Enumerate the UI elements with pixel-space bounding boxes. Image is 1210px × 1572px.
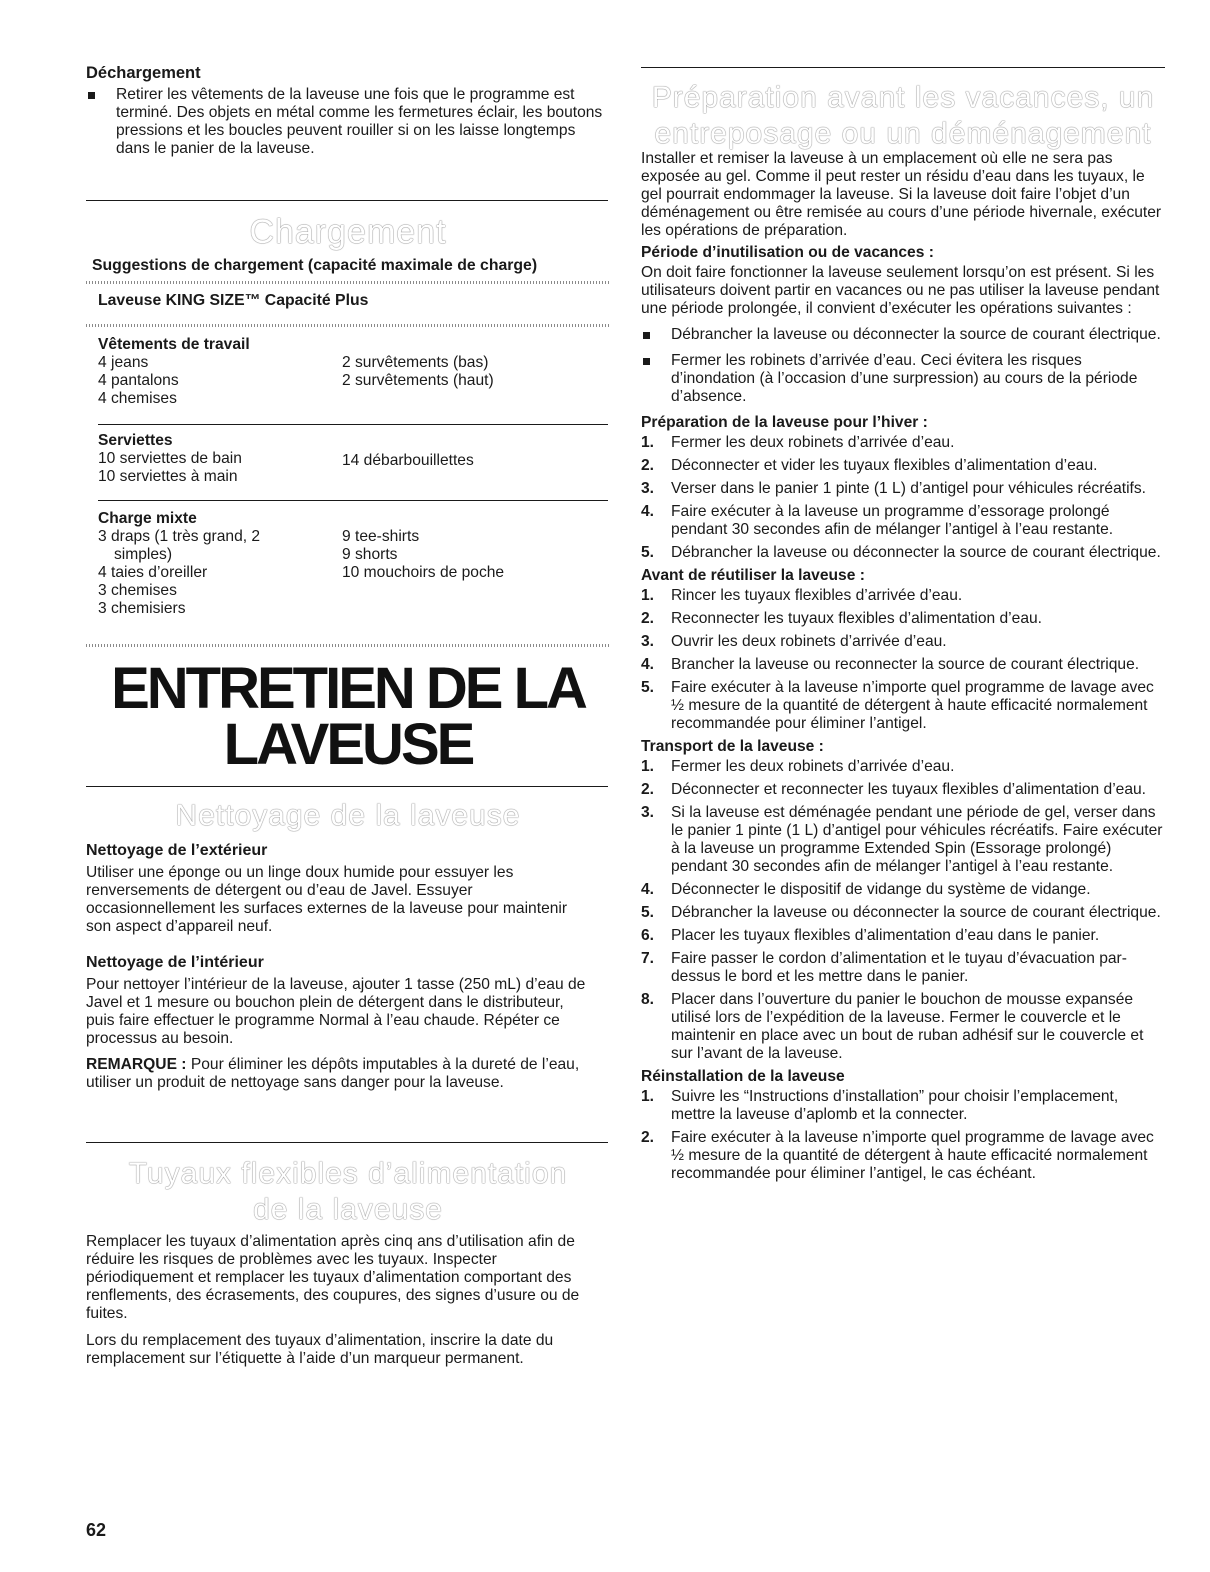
nettoyage-title: Nettoyage de la laveuse: [175, 799, 521, 832]
ext-title: Nettoyage de l’extérieur: [86, 842, 268, 859]
list-item: 2 survêtements (haut): [342, 372, 494, 389]
list-item: 3 chemises: [98, 582, 177, 599]
step-number: 4.: [641, 881, 655, 898]
list-item: 9 tee-shirts: [342, 528, 420, 545]
nettoyage-section: [86, 842, 596, 1092]
group-heading: Vêtements de travail: [98, 336, 250, 353]
reinstallation-title: Réinstallation de la laveuse: [641, 1068, 845, 1085]
transport-steps: [641, 758, 1163, 1063]
remarque-text: Pour éliminer les dépôts imputables à la dureté de l’eau, utiliser un produit de nettoyage sans danger pour la laveuse.: [86, 1056, 580, 1091]
entretien-heading: [86, 656, 610, 777]
list-item: [641, 457, 1163, 475]
list-item: [641, 950, 1163, 986]
list-item: 4 taies d’oreiller: [98, 564, 208, 581]
reutiliser-title: Avant de réutiliser la laveuse :: [641, 567, 865, 584]
step-text: Ouvrir les deux robinets d’arrivée d’eau.: [671, 633, 947, 650]
step-text: Débrancher la laveuse ou déconnecter la source de courant électrique.: [671, 904, 1161, 921]
list-item: [641, 544, 1163, 562]
dotted-divider: [86, 281, 610, 284]
dechargement-title: Déchargement: [86, 64, 201, 82]
tuyaux-title: [86, 1156, 610, 1228]
periode-bullet-text: Fermer les robinets d’arrivée d’eau. Ceci évitera les risques d’inondation (à l’occasion d’une surpression) au cours de la période d’absence.: [671, 352, 1138, 405]
step-text: Faire passer le cordon d’alimentation et le tuyau d’évacuation par-dessus le bord et les mettre dans le panier.: [671, 950, 1127, 985]
step-text: Faire exécuter à la laveuse n’importe quel programme de lavage avec ½ mesure de la quantité de détergent à haute efficacité normalement recommandée pour éliminer l’antigel.: [671, 679, 1154, 732]
periode-bullet: [641, 352, 1163, 406]
step-number: 2.: [641, 610, 655, 627]
step-text: Débrancher la laveuse ou déconnecter la source de courant électrique.: [671, 544, 1161, 561]
ext-text: Utiliser une éponge ou un linge doux humide pour essuyer les renversements de détergent ou d’eau de Javel. Essuyer occasionnellement les surfaces externes de la laveuse pour maintenir son aspect d’appareil neuf.: [86, 864, 568, 935]
step-number: 2.: [641, 457, 655, 474]
preparation-intro: Installer et remiser la laveuse à un emplacement où elle ne sera pas exposée au gel. Comme il peut rester un résidu d’eau dans les tuyaux, le gel pourrait endommager la laveuse. Si la laveuse doit faire l’objet d’un déménagement ou être remisée au cours d’une période hivernale, exécuter les opérations de préparation.: [641, 150, 1162, 239]
hiver-steps: [641, 434, 1163, 562]
list-item: [641, 904, 1163, 922]
step-text: Placer les tuyaux flexibles d’alimentation d’eau dans le panier.: [671, 927, 1100, 944]
list-item: [641, 1088, 1163, 1124]
list-item: 4 jeans: [98, 354, 149, 371]
hiver-title: Préparation de la laveuse pour l’hiver :: [641, 414, 928, 431]
dechargement-section: [86, 64, 610, 158]
dechargement-bullet-text: Retirer les vêtements de la laveuse une fois que le programme est terminé. Des objets en métal comme les fermetures éclair, les boutons pressions et les boucles peuvent rouiller si on les laisse longtemps dans le panier de la laveuse.: [116, 86, 603, 157]
remarque-label: REMARQUE :: [86, 1056, 187, 1073]
list-item: 14 débarbouillettes: [342, 452, 474, 469]
chargement-subtitle: Suggestions de chargement (capacité maximale de charge): [92, 257, 538, 274]
preparation-title-line2: entreposage ou un déménagement: [654, 117, 1152, 150]
int-text: Pour nettoyer l’intérieur de la laveuse, ajouter 1 tasse (250 mL) d’eau de Javel et 1 mesure ou bouchon plein de détergent dans le distributeur, puis faire effectuer le programme Normal à l’eau chaude. Répéter ce processus au besoin.: [86, 976, 586, 1047]
reinstallation-steps: [641, 1088, 1163, 1183]
step-number: 1.: [641, 1088, 655, 1105]
step-text: Brancher la laveuse ou reconnecter la source de courant électrique.: [671, 656, 1140, 673]
bullet-icon: [643, 358, 650, 365]
tuyaux-section: [86, 1233, 600, 1368]
divider: [98, 500, 608, 501]
step-number: 3.: [641, 633, 655, 650]
dechargement-bullet: [86, 86, 606, 158]
list-item: [641, 991, 1163, 1063]
step-text: Fermer les deux robinets d’arrivée d’eau.: [671, 434, 955, 451]
periode-bullet-text: Débrancher la laveuse ou déconnecter la source de courant électrique.: [671, 326, 1161, 343]
divider: [86, 200, 608, 201]
list-item: 10 serviettes de bain: [98, 450, 242, 467]
divider: [86, 1142, 608, 1143]
divider: [98, 424, 608, 425]
step-text: Verser dans le panier 1 pinte (1 L) d’antigel pour véhicules récréatifs.: [671, 480, 1147, 497]
list-item: [641, 610, 1163, 628]
washer-line: Laveuse KING SIZE™ Capacité Plus: [98, 292, 369, 309]
step-text: Placer dans l’ouverture du panier le bouchon de mousse expansée utilisé lors de l’expédition de la laveuse. Fermer le couvercle et le maintenir en place avec un bout de ruban adhésif sur le couvercle et sur l’avant de la laveuse.: [671, 991, 1144, 1062]
list-item: [641, 804, 1163, 876]
tuyaux-p1: Remplacer les tuyaux d’alimentation après cinq ans d’utilisation afin de réduire les risques de problèmes avec les tuyaux. Inspecter périodiquement et remplacer les tuyaux d’alimentation comportant des renflements, des écrasements, des coupures, des signes d’usure ou de fuites.: [86, 1233, 580, 1322]
list-item: 3 draps (1 très grand, 2 simples): [98, 528, 261, 563]
list-item: [641, 434, 1163, 452]
remarque: [86, 1056, 596, 1092]
step-number: 6.: [641, 927, 655, 944]
list-item: 10 serviettes à main: [98, 468, 238, 485]
step-number: 1.: [641, 587, 655, 604]
step-text: Suivre les “Instructions d’installation” pour choisir l’emplacement, mettre la laveuse d’aplomb et la connecter.: [671, 1088, 1119, 1123]
divider: [86, 786, 608, 787]
step-text: Si la laveuse est déménagée pendant une période de gel, verser dans le panier 1 pinte (1 L) d’antigel pour véhicules récréatifs. Faire exécuter à la laveuse un programme Extended Spin (Essorage prolongé) pendant 30 secondes afin de mélanger l’antigel à l’eau restante.: [671, 804, 1163, 875]
list-item: 10 mouchoirs de poche: [342, 564, 505, 581]
step-text: Faire exécuter à la laveuse un programme d’essorage prolongé pendant 30 secondes afin de mélanger l’antigel à l’eau restante.: [671, 503, 1114, 538]
periode-title: Période d’inutilisation ou de vacances :: [641, 244, 934, 261]
reutiliser-steps: [641, 587, 1163, 733]
transport-title: Transport de la laveuse :: [641, 738, 824, 755]
tuyaux-title-line2: de la laveuse: [253, 1193, 443, 1226]
step-text: Fermer les deux robinets d’arrivée d’eau.: [671, 758, 955, 775]
step-text: Reconnecter les tuyaux flexibles d’alimentation d’eau.: [671, 610, 1042, 627]
step-number: 5.: [641, 544, 655, 561]
tuyaux-p2: Lors du remplacement des tuyaux d’alimentation, inscrire la date du remplacement sur l’étiquette à l’aide d’un marqueur permanent.: [86, 1332, 554, 1367]
entretien-line2: LAVEUSE: [223, 712, 473, 777]
list-item: [641, 656, 1163, 674]
step-text: Déconnecter le dispositif de vidange du système de vidange.: [671, 881, 1091, 898]
step-text: Déconnecter et vider les tuyaux flexibles d’alimentation d’eau.: [671, 457, 1098, 474]
list-item: [641, 781, 1163, 799]
list-item: [641, 587, 1163, 605]
preparation-section: [641, 150, 1163, 1188]
list-item: 2 survêtements (bas): [342, 354, 489, 371]
bullet-icon: [643, 332, 650, 339]
list-item: [641, 881, 1163, 899]
int-title: Nettoyage de l’intérieur: [86, 954, 264, 971]
periode-text: On doit faire fonctionner la laveuse seulement lorsqu’on est présent. Si les utilisateurs doivent partir en vacances ou ne pas utiliser la laveuse pendant une période prolongée, il convient d’exécuter les opérations suivantes :: [641, 264, 1160, 317]
list-item: [641, 927, 1163, 945]
list-item: [641, 633, 1163, 651]
step-number: 8.: [641, 991, 655, 1008]
list-item: [641, 1129, 1163, 1183]
step-number: 7.: [641, 950, 655, 967]
dotted-divider: [86, 324, 610, 327]
list-item: [641, 480, 1163, 498]
list-item: 3 chemisiers: [98, 600, 186, 617]
preparation-title: [641, 80, 1165, 152]
step-number: 3.: [641, 480, 655, 497]
entretien-line1: ENTRETIEN DE LA: [111, 656, 585, 721]
list-item: [641, 679, 1163, 733]
list-item: 4 chemises: [98, 390, 177, 407]
bullet-icon: [88, 92, 95, 99]
step-text: Déconnecter et reconnecter les tuyaux flexibles d’alimentation d’eau.: [671, 781, 1147, 798]
page-number: 62: [86, 1520, 107, 1540]
dotted-divider: [86, 644, 610, 647]
step-number: 3.: [641, 804, 655, 821]
load-group-towels: [98, 432, 608, 486]
list-item: 4 pantalons: [98, 372, 179, 389]
group-heading: Charge mixte: [98, 510, 197, 527]
list-item: [641, 503, 1163, 539]
step-text: Rincer les tuyaux flexibles d’arrivée d’eau.: [671, 587, 963, 604]
step-number: 2.: [641, 781, 655, 798]
step-text: Faire exécuter à la laveuse n’importe quel programme de lavage avec ½ mesure de la quantité de détergent à haute efficacité normalement recommandée pour éliminer l’antigel, le cas échéant.: [671, 1129, 1154, 1182]
step-number: 2.: [641, 1129, 655, 1146]
step-number: 4.: [641, 503, 655, 520]
chargement-title: Chargement: [249, 213, 447, 251]
step-number: 1.: [641, 758, 655, 775]
list-item: [641, 758, 1163, 776]
load-group-work: [98, 336, 608, 408]
step-number: 1.: [641, 434, 655, 451]
load-group-mixed: [98, 510, 608, 618]
periode-bullet: [641, 326, 1163, 344]
step-number: 5.: [641, 679, 655, 696]
divider: [641, 67, 1165, 68]
list-item: 9 shorts: [342, 546, 398, 563]
step-number: 4.: [641, 656, 655, 673]
group-heading: Serviettes: [98, 432, 173, 449]
tuyaux-title-line1: Tuyaux flexibles d’alimentation: [128, 1157, 568, 1190]
step-number: 5.: [641, 904, 655, 921]
preparation-title-line1: Préparation avant les vacances, un: [651, 81, 1155, 114]
